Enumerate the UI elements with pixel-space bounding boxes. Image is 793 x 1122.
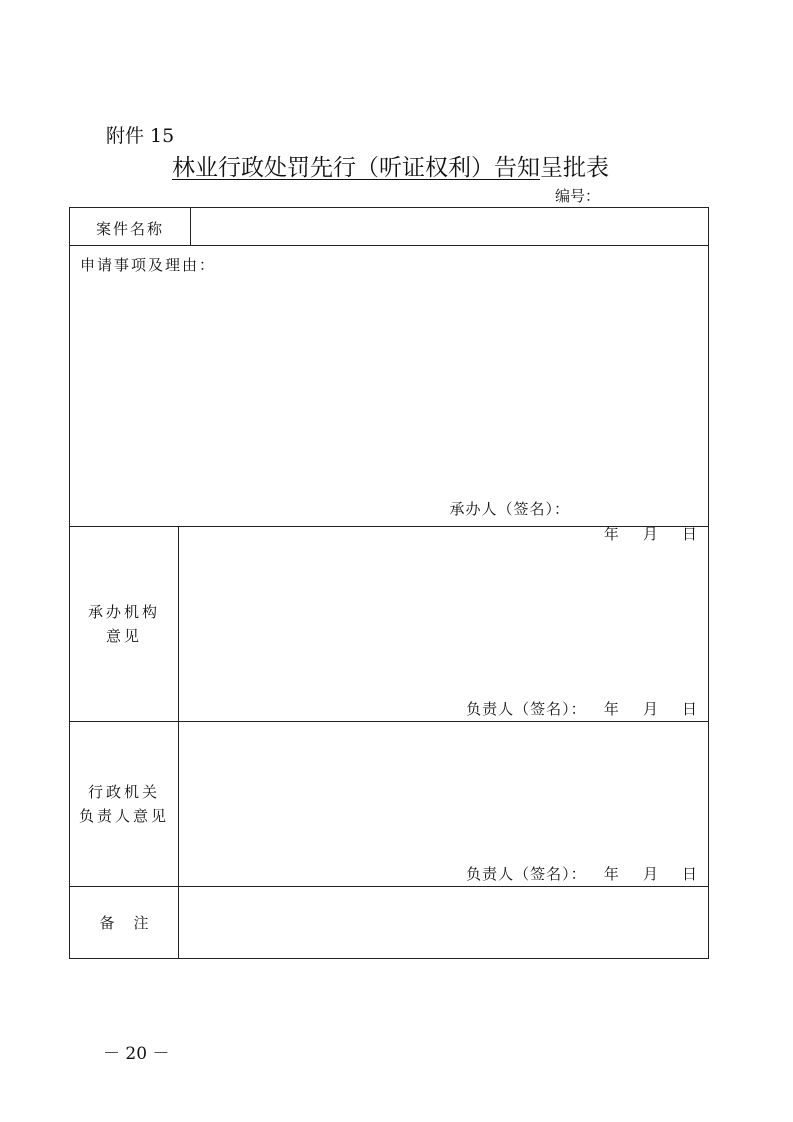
title-rest-part: 呈批表 (540, 155, 609, 181)
reason-label: 申请事项及理由： (80, 256, 217, 274)
case-name-row (70, 208, 709, 246)
dept-opinion-label (70, 527, 179, 722)
approval-form-table (69, 207, 709, 959)
page-number: － 20 － (103, 1044, 170, 1064)
title-underlined-part: 林业行政处罚先行（听证权利）告知 (172, 155, 540, 181)
remark-label-text: 备 注 (99, 913, 149, 932)
dept-opinion-label-line2: 意见 (105, 627, 142, 645)
admin-opinion-field[interactable] (179, 722, 709, 887)
remark-row (70, 887, 709, 959)
page-title (172, 153, 609, 183)
dept-opinion-field[interactable] (179, 527, 709, 722)
reason-row (70, 246, 709, 527)
case-name-field[interactable] (191, 208, 709, 246)
admin-opinion-label-line2: 负责人意见 (78, 807, 169, 825)
handler-date: 年 月 日 (603, 525, 699, 543)
admin-signature-line: 负责人（签名）： 年 月 日 (466, 865, 699, 883)
admin-opinion-label-line1: 行政机关 (87, 783, 160, 801)
dept-signature-line: 负责人（签名）： 年 月 日 (466, 700, 699, 718)
serial-number-label: 编号： (555, 187, 601, 205)
handler-signature-label: 承办人（签名）： (449, 500, 571, 518)
dept-opinion-row (70, 527, 709, 722)
attachment-label: 附件 15 (106, 125, 175, 147)
reason-field[interactable] (70, 246, 709, 543)
remark-label (70, 887, 179, 959)
admin-opinion-row (70, 722, 709, 887)
remark-field[interactable] (179, 887, 709, 959)
dept-opinion-label-line1: 承办机构 (87, 603, 160, 621)
admin-opinion-label (70, 722, 179, 887)
case-name-label: 案件名称 (70, 208, 191, 246)
